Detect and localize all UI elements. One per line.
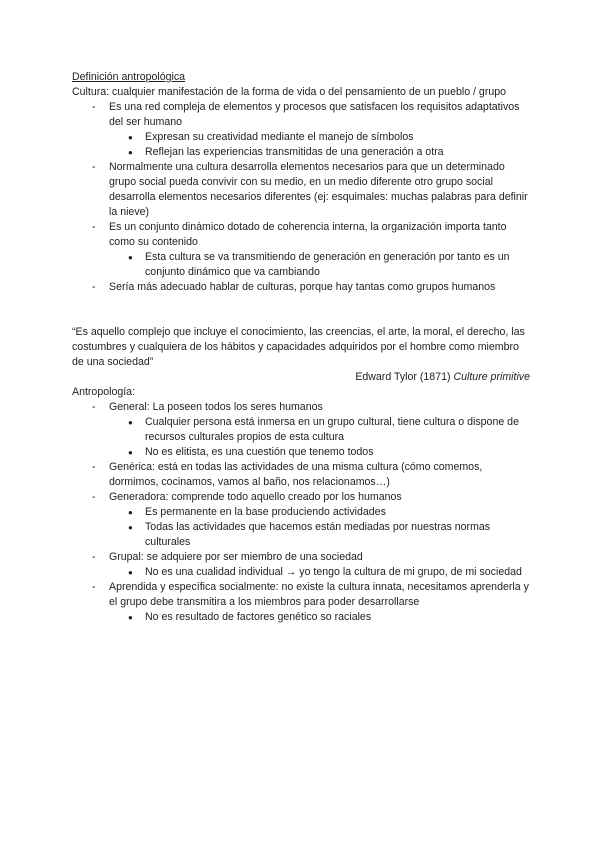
definition-list [72,100,530,295]
sub-list [109,250,530,280]
document-content [72,70,530,625]
sub-list-item: ● Expresan su creatividad mediante el manejo de símbolos [72,130,530,145]
sub-list-item: ● Esta cultura se va transmitiendo de generación en generación por tanto es un conjunto dinámico que va cambiando [72,250,530,280]
list-item [72,550,530,580]
list-item-text: Normalmente una cultura desarrolla elementos necesarios para que un determinado grupo social pueda convivir con su medio, en un medio diferente otro grupo social desarrolla elementos necesarios diferentes (ej: esquimales: muchas palabras para definir la nieve) [109,161,528,218]
list-item [72,220,530,280]
tylor-quote: “Es aquello complejo que incluye el conocimiento, las creencias, el arte, la moral, el derecho, las costumbres y cualquiera de los hábitos y capacidades adquiridos por el hombre como miembro de una sociedad” [72,326,525,368]
spacer [72,295,530,325]
list-item [72,490,530,550]
list-item-text: Grupal: se adquiere por ser miembro de una sociedad [109,551,363,563]
sub-list-item: ● Reflejan las experiencias transmitidas de una generación a otra [72,145,530,160]
list-item [72,460,530,490]
list-item-text: General: La poseen todos los seres humanos [109,401,323,413]
sub-list-item: ● No es resultado de factores genético so raciales [72,610,530,625]
section-heading-antropologia: Antropología: [72,386,136,398]
sub-list [109,415,530,460]
list-item-text: Sería más adecuado hablar de culturas, porque hay tantas como grupos humanos [109,281,496,293]
list-item-text: Generadora: comprende todo aquello creado por los humanos [109,491,402,503]
sub-list-item: ● No es una cualidad individual → yo tengo la cultura de mi grupo, de mi sociedad [72,565,530,580]
list-item-text: Es un conjunto dinámico dotado de coherencia interna, la organización importa tanto como su contenido [109,221,507,248]
list-item-text: Genérica: está en todas las actividades de una misma cultura (cómo comemos, dormimos, cocinamos, vamos al baño, nos relacionamos…) [109,461,483,488]
list-item-text: Aprendida y específica socialmente: no existe la cultura innata, necesitamos aprenderla y el grupo debe transmitira a los miembros para poder desarrollarse [109,581,529,608]
sub-list [109,565,530,580]
section-heading-definicion: Definición antropológica [72,71,186,83]
list-item-text: Es una red compleja de elementos y procesos que satisfacen los requisitos adaptativos del ser humano [109,101,520,128]
sub-list-item: ● No es elitista, es una cuestión que tenemo todos [72,445,530,460]
sub-list-item: ● Cualquier persona está inmersa en un grupo cultural, tiene cultura o dispone de recursos culturales propios de esta cultura [72,415,530,445]
list-item [72,160,530,220]
sub-list [109,505,530,550]
sub-list-item: ● Es permanente en la base produciendo actividades [72,505,530,520]
characteristics-list [72,400,530,625]
sub-list-item: ● Todas las actividades que hacemos están mediadas por nuestras normas culturales [72,520,530,550]
quote-attribution [72,370,530,385]
sub-list [109,130,530,160]
list-item [72,280,530,295]
cultura-definition: Cultura: cualquier manifestación de la forma de vida o del pensamiento de un pueblo / grupo [72,86,507,98]
list-item [72,400,530,460]
quote-author: Edward Tylor (1871) [355,371,451,383]
quote-work: Culture primitive [453,371,530,383]
list-item [72,100,530,160]
sub-list [109,610,530,625]
list-item [72,580,530,625]
